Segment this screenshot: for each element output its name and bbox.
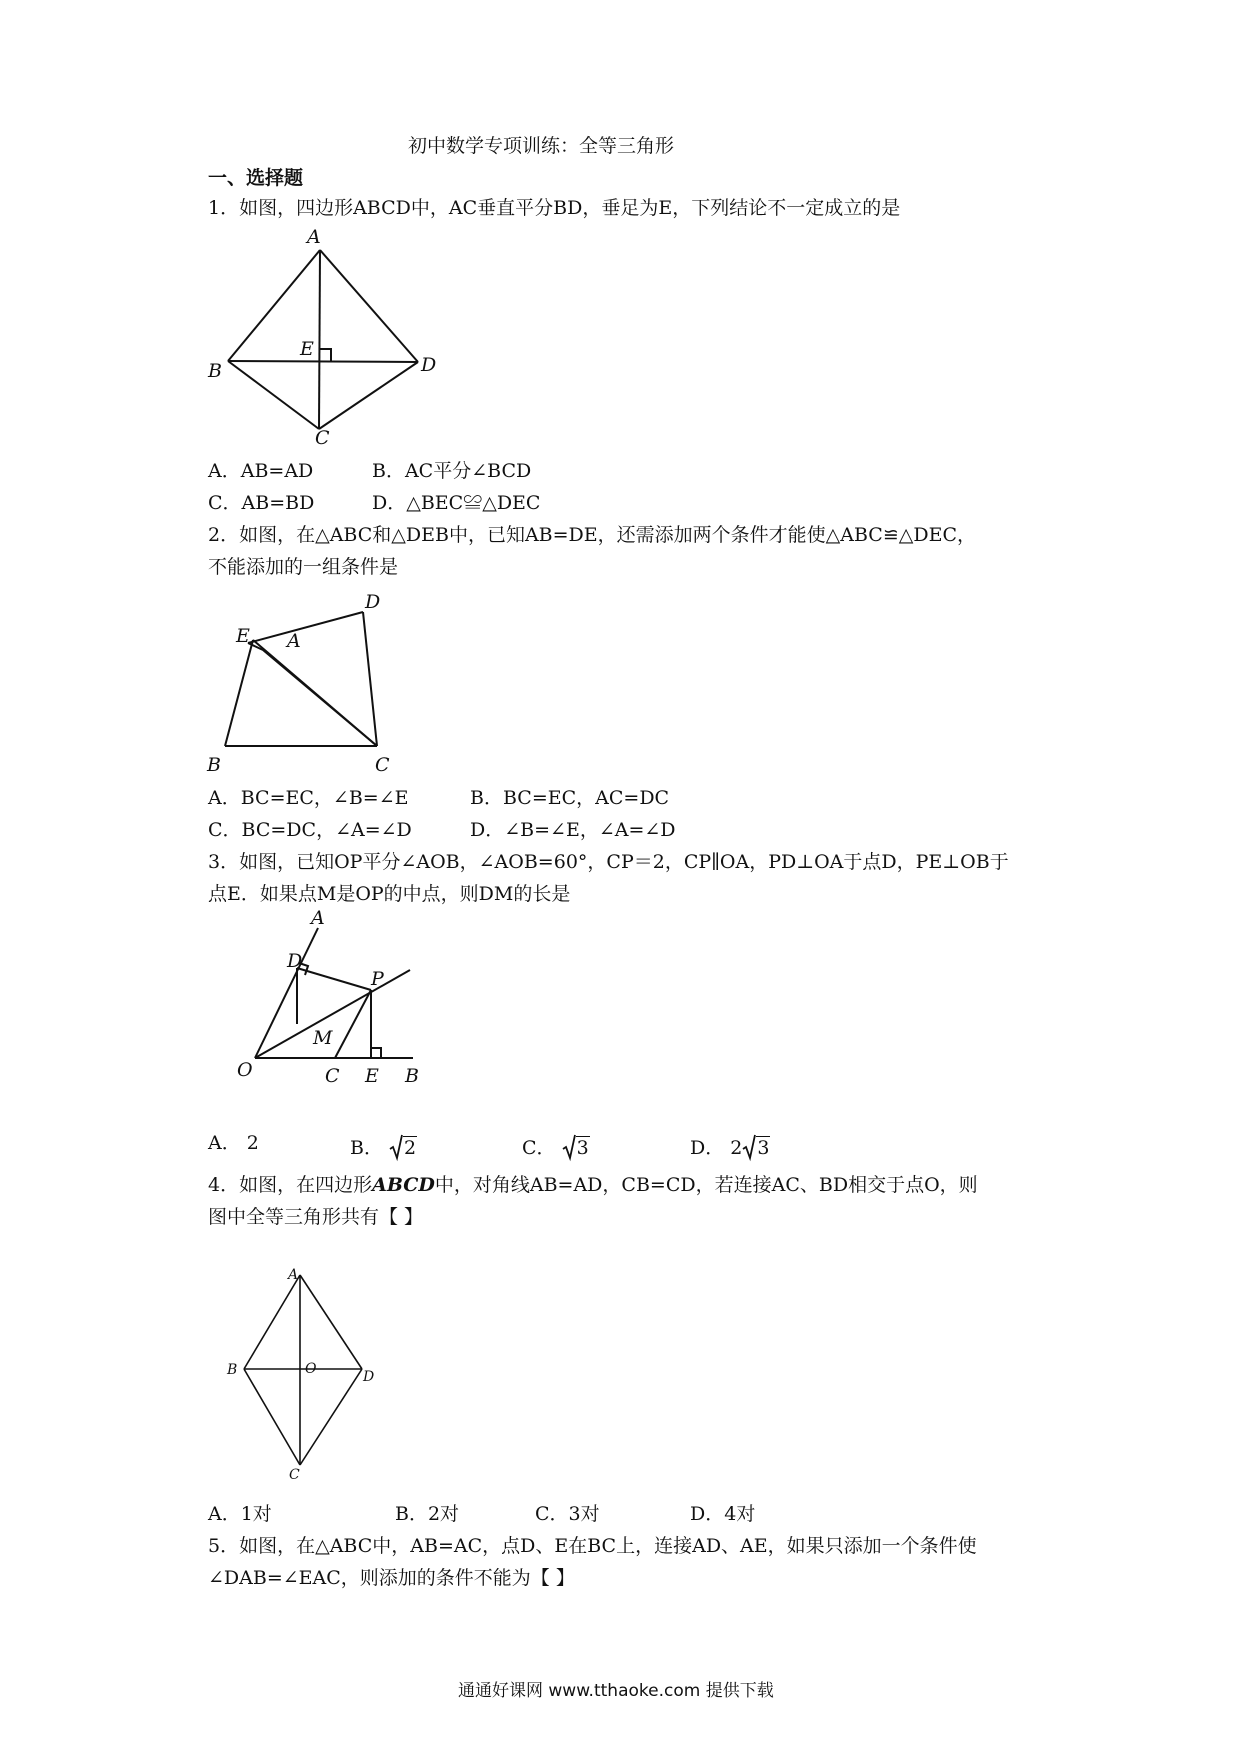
q3-option-b xyxy=(350,1128,417,1160)
question-2-text-line-2: 不能添加的一组条件是 xyxy=(208,556,399,578)
q1-label-c: C xyxy=(315,427,330,449)
q1-option-a: A．AB=AD xyxy=(208,460,314,482)
q1-label-e: E xyxy=(300,338,314,360)
q4-label-d: D xyxy=(363,1369,375,1385)
q2-label-d: D xyxy=(365,591,381,613)
question-3-figure xyxy=(235,908,435,1093)
q4-label-c: C xyxy=(289,1467,300,1483)
q3-option-b-label: B． xyxy=(350,1137,383,1159)
q1-label-b: B xyxy=(208,360,222,382)
q3-option-c-value: 3 xyxy=(576,1137,589,1159)
q4-option-b: B．2对 xyxy=(395,1503,460,1525)
q3-option-d-label: D． xyxy=(690,1137,725,1159)
q4-label-b: B xyxy=(227,1362,238,1378)
q3-label-b: B xyxy=(405,1065,419,1087)
q3-label-d: D xyxy=(287,950,303,972)
q2-label-b: B xyxy=(207,754,221,776)
question-1-text: 1．如图，四边形ABCD中，AC垂直平分BD，垂足为E，下列结论不一定成立的是 xyxy=(208,197,901,219)
question-4-text-line-1 xyxy=(208,1172,978,1198)
q3-option-c xyxy=(522,1128,590,1160)
q3-label-a: A xyxy=(311,907,325,929)
q4-label-a: A xyxy=(288,1267,299,1283)
q1-option-d: D．△BEC≌△DEC xyxy=(372,492,541,514)
q3-option-d-coef: 2 xyxy=(730,1137,743,1159)
q2-option-b: B．BC=EC，AC=DC xyxy=(470,787,670,809)
sqrt-icon xyxy=(562,1134,576,1160)
q4-label-o: O xyxy=(305,1361,317,1377)
q3-label-o: O xyxy=(237,1059,253,1081)
question-2-text-line-1: 2．如图，在△ABC和△DEB中，已知AB=DE，还需添加两个条件才能使△ABC≌△DEC， xyxy=(208,524,977,546)
q3-label-p: P xyxy=(371,968,384,990)
q3-label-m: M xyxy=(313,1027,333,1049)
question-3-text-line-1: 3．如图，已知OP平分∠AOB，∠AOB=60°，CP＝2，CP∥OA，PD⊥OA于点D，PE⊥OB于 xyxy=(208,851,1009,873)
q3-label-e: E xyxy=(365,1065,379,1087)
q1-label-d: D xyxy=(421,354,437,376)
q3-option-c-label: C． xyxy=(522,1137,556,1159)
q1-option-b: B．AC平分∠BCD xyxy=(372,460,532,482)
q3-option-d-value: 3 xyxy=(757,1137,770,1159)
q4-text-prefix: 4．如图，在四边形 xyxy=(208,1174,373,1196)
q4-quad-name: ABCD xyxy=(372,1174,435,1196)
q1-option-c: C．AB=BD xyxy=(208,492,315,514)
q3-option-b-value: 2 xyxy=(404,1137,417,1159)
q2-label-a: A xyxy=(287,630,301,652)
question-4-figure xyxy=(222,1262,392,1483)
q2-option-a: A．BC=EC，∠B=∠E xyxy=(208,787,409,809)
sqrt-icon xyxy=(742,1134,756,1160)
q3-option-d xyxy=(690,1128,770,1160)
q2-option-d: D．∠B=∠E，∠A=∠D xyxy=(470,819,676,841)
question-5-text-line-2: ∠DAB=∠EAC，则添加的条件不能为【 】 xyxy=(208,1567,575,1589)
question-3-text-line-2: 点E．如果点M是OP的中点，则DM的长是 xyxy=(208,883,571,905)
question-5-text-line-1: 5．如图，在△ABC中，AB=AC，点D、E在BC上，连接AD、AE，如果只添加一个条件使 xyxy=(208,1535,977,1557)
q1-label-a: A xyxy=(307,226,321,248)
q4-option-a: A．1对 xyxy=(208,1503,272,1525)
question-2-figure xyxy=(205,588,405,778)
q2-option-c: C．BC=DC，∠A=∠D xyxy=(208,819,412,841)
q4-text-suffix: 中，对角线AB=AD，CB=CD，若连接AC、BD相交于点O，则 xyxy=(434,1174,978,1196)
section-heading: 一、选择题 xyxy=(208,167,304,189)
q2-label-e: E xyxy=(236,625,250,647)
q3-option-a: A． 2 xyxy=(208,1132,259,1154)
question-4-text-line-2: 图中全等三角形共有【 】 xyxy=(208,1206,424,1228)
q4-option-c: C．3对 xyxy=(535,1503,600,1525)
q4-option-d: D．4对 xyxy=(690,1503,756,1525)
q3-label-c: C xyxy=(325,1065,340,1087)
q2-label-c: C xyxy=(375,754,390,776)
page-title: 初中数学专项训练：全等三角形 xyxy=(408,135,675,157)
sqrt-icon xyxy=(389,1134,403,1160)
question-1-figure xyxy=(205,228,435,448)
page-footer: 通通好课网 www.tthaoke.com 提供下载 xyxy=(458,1681,774,1701)
